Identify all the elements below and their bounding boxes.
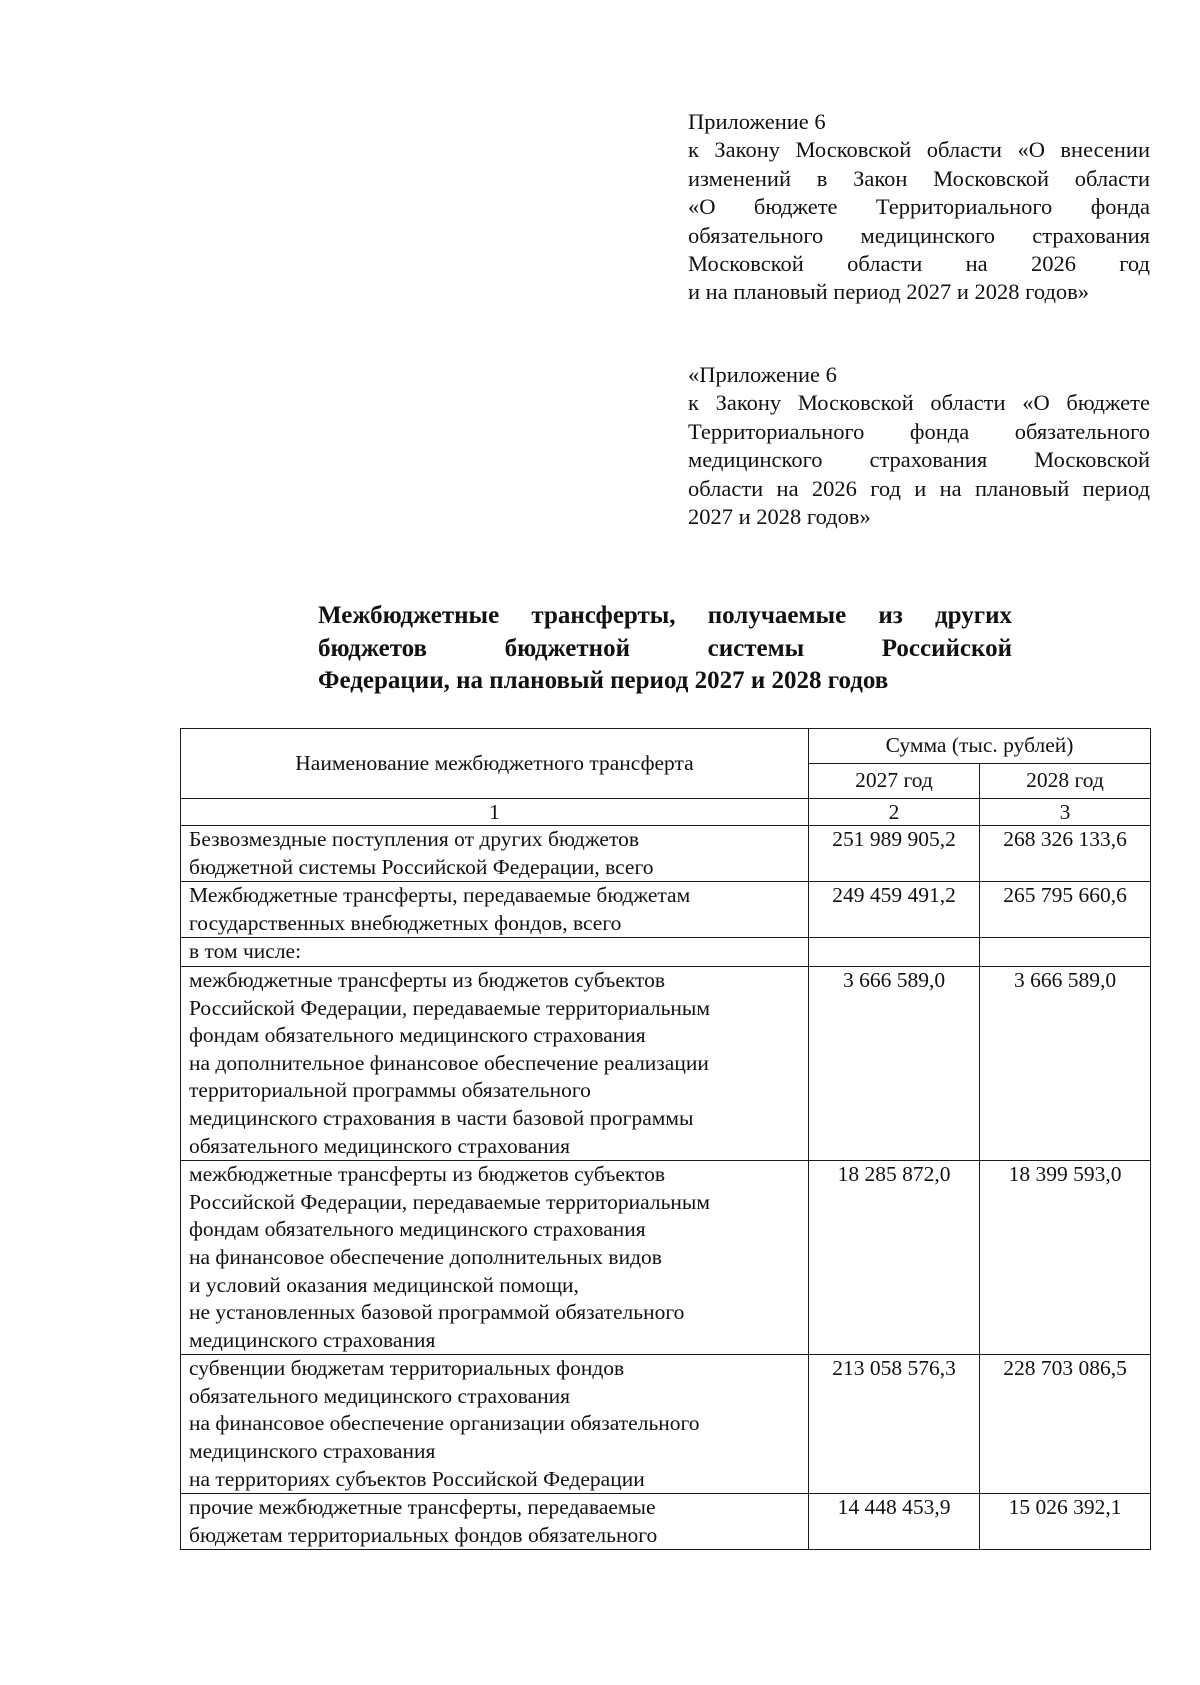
- row-name-line: фондам обязательного медицинского страхования: [189, 1023, 646, 1048]
- row-name-line: обязательного медицинского страхования: [189, 1133, 571, 1158]
- table-row: [181, 938, 1151, 967]
- row-name: [181, 966, 809, 1160]
- row-name-line: субвенции бюджетам территориальных фондов: [189, 1356, 625, 1381]
- row-name: [181, 938, 809, 967]
- row-name-line: Российской Федерации, передаваемые территориальным: [189, 1189, 710, 1214]
- table-row: [181, 1161, 1151, 1355]
- table-row: [181, 1355, 1151, 1494]
- table-row: [181, 826, 1151, 882]
- appendix-header-line: и на плановый период 2027 и 2028 годов»: [688, 279, 1090, 305]
- appendix-quote-line: «Приложение 6: [688, 362, 837, 387]
- appendix-header-line: Приложение 6: [688, 109, 826, 134]
- table-row: [181, 1494, 1151, 1550]
- value-2027: 249 459 491,2: [809, 882, 980, 938]
- row-name: [181, 1355, 809, 1494]
- column-number: 2: [809, 799, 980, 826]
- value-2028: 228 703 086,5: [980, 1355, 1151, 1494]
- value-2028: 265 795 660,6: [980, 882, 1151, 938]
- value-2028: 18 399 593,0: [980, 1161, 1151, 1355]
- table-row: [181, 882, 1151, 938]
- appendix-header-line: обязательного медицинского страхования: [688, 222, 1150, 248]
- row-name-line: на финансовое обеспечение дополнительных видов: [189, 1244, 662, 1269]
- row-name-line: в том числе:: [189, 939, 302, 964]
- value-2027: 213 058 576,3: [809, 1355, 980, 1494]
- row-name-line: обязательного медицинского страхования: [189, 1383, 571, 1408]
- header-year-2027: 2027 год: [809, 764, 980, 799]
- header-year-2028: 2028 год: [980, 764, 1151, 799]
- row-name-line: бюджетам территориальных фондов обязательного: [189, 1522, 658, 1547]
- row-name-line: прочие межбюджетные трансферты, передаваемые: [189, 1495, 656, 1520]
- value-2028: 3 666 589,0: [980, 966, 1151, 1160]
- row-name: [181, 882, 809, 938]
- row-name-line: не установленных базовой программой обязательного: [189, 1300, 685, 1325]
- value-2027: 14 448 453,9: [809, 1494, 980, 1550]
- row-name-line: на территориях субъектов Российской Федерации: [189, 1466, 645, 1491]
- appendix-quote-line: области на 2026 год и на плановый период: [688, 475, 1150, 501]
- row-name-line: межбюджетные трансферты из бюджетов субъектов: [189, 967, 666, 992]
- value-2027: 18 285 872,0: [809, 1161, 980, 1355]
- row-name-line: Безвозмездные поступления от других бюджетов: [189, 827, 639, 851]
- appendix-quote-line: Территориального фонда обязательного: [688, 418, 1150, 444]
- transfers-table-wrapper: [180, 728, 1151, 1550]
- value-2028: 268 326 133,6: [980, 826, 1151, 882]
- row-name-line: Межбюджетные трансферты, передаваемые бюджетам: [189, 883, 691, 908]
- column-number: 3: [980, 799, 1151, 826]
- row-name-line: бюджетной системы Российской Федерации, всего: [189, 854, 654, 879]
- row-name: [181, 826, 809, 882]
- value-2027: 251 989 905,2: [809, 826, 980, 882]
- row-name-line: медицинского страхования: [189, 1439, 436, 1464]
- row-name-line: медицинского страхования в части базовой программы: [189, 1105, 694, 1130]
- document-title: [318, 600, 1012, 698]
- title-line: бюджетов бюджетной системы Российской: [318, 634, 1012, 662]
- appendix-header-line: «О бюджете Территориального фонда: [688, 194, 1150, 220]
- title-line: Межбюджетные трансферты, получаемые из других: [318, 602, 1012, 629]
- row-name-line: фондам обязательного медицинского страхования: [189, 1217, 646, 1242]
- row-name-line: на финансовое обеспечение организации обязательного: [189, 1411, 700, 1436]
- appendix-quote: [688, 361, 1150, 531]
- column-number: 1: [181, 799, 809, 826]
- appendix-header-line: Московской области на 2026 год: [688, 251, 1150, 277]
- row-name-line: государственных внебюджетных фондов, всего: [189, 910, 622, 935]
- appendix-header-line: изменений в Закон Московской области: [688, 165, 1150, 191]
- value-2028: [980, 938, 1151, 967]
- value-2027: [809, 938, 980, 967]
- row-name-line: и условий оказания медицинской помощи,: [189, 1272, 579, 1297]
- table-row: [181, 966, 1151, 1160]
- row-name: [181, 1494, 809, 1550]
- value-2028: 15 026 392,1: [980, 1494, 1151, 1550]
- row-name: [181, 1161, 809, 1355]
- appendix-header-line: к Закону Московской области «О внесении: [688, 137, 1150, 163]
- header-name-column: Наименование межбюджетного трансферта: [181, 729, 809, 799]
- appendix-header: [688, 108, 1150, 307]
- row-name-line: Российской Федерации, передаваемые территориальным: [189, 995, 710, 1020]
- row-name-line: межбюджетные трансферты из бюджетов субъектов: [189, 1162, 666, 1187]
- title-line: Федерации, на плановый период 2027 и 2028 годов: [318, 667, 889, 694]
- appendix-quote-line: медицинского страхования Московской: [688, 447, 1150, 473]
- header-sum-group: Сумма (тыс. рублей): [809, 729, 1151, 764]
- appendix-quote-line: 2027 и 2028 годов»: [688, 504, 871, 530]
- row-name-line: на дополнительное финансовое обеспечение реализации: [189, 1050, 709, 1075]
- transfers-table: [180, 728, 1151, 1550]
- row-name-line: территориальной программы обязательного: [189, 1078, 591, 1103]
- value-2027: 3 666 589,0: [809, 966, 980, 1160]
- row-name-line: медицинского страхования: [189, 1327, 436, 1352]
- appendix-quote-line: к Закону Московской области «О бюджете: [688, 390, 1150, 416]
